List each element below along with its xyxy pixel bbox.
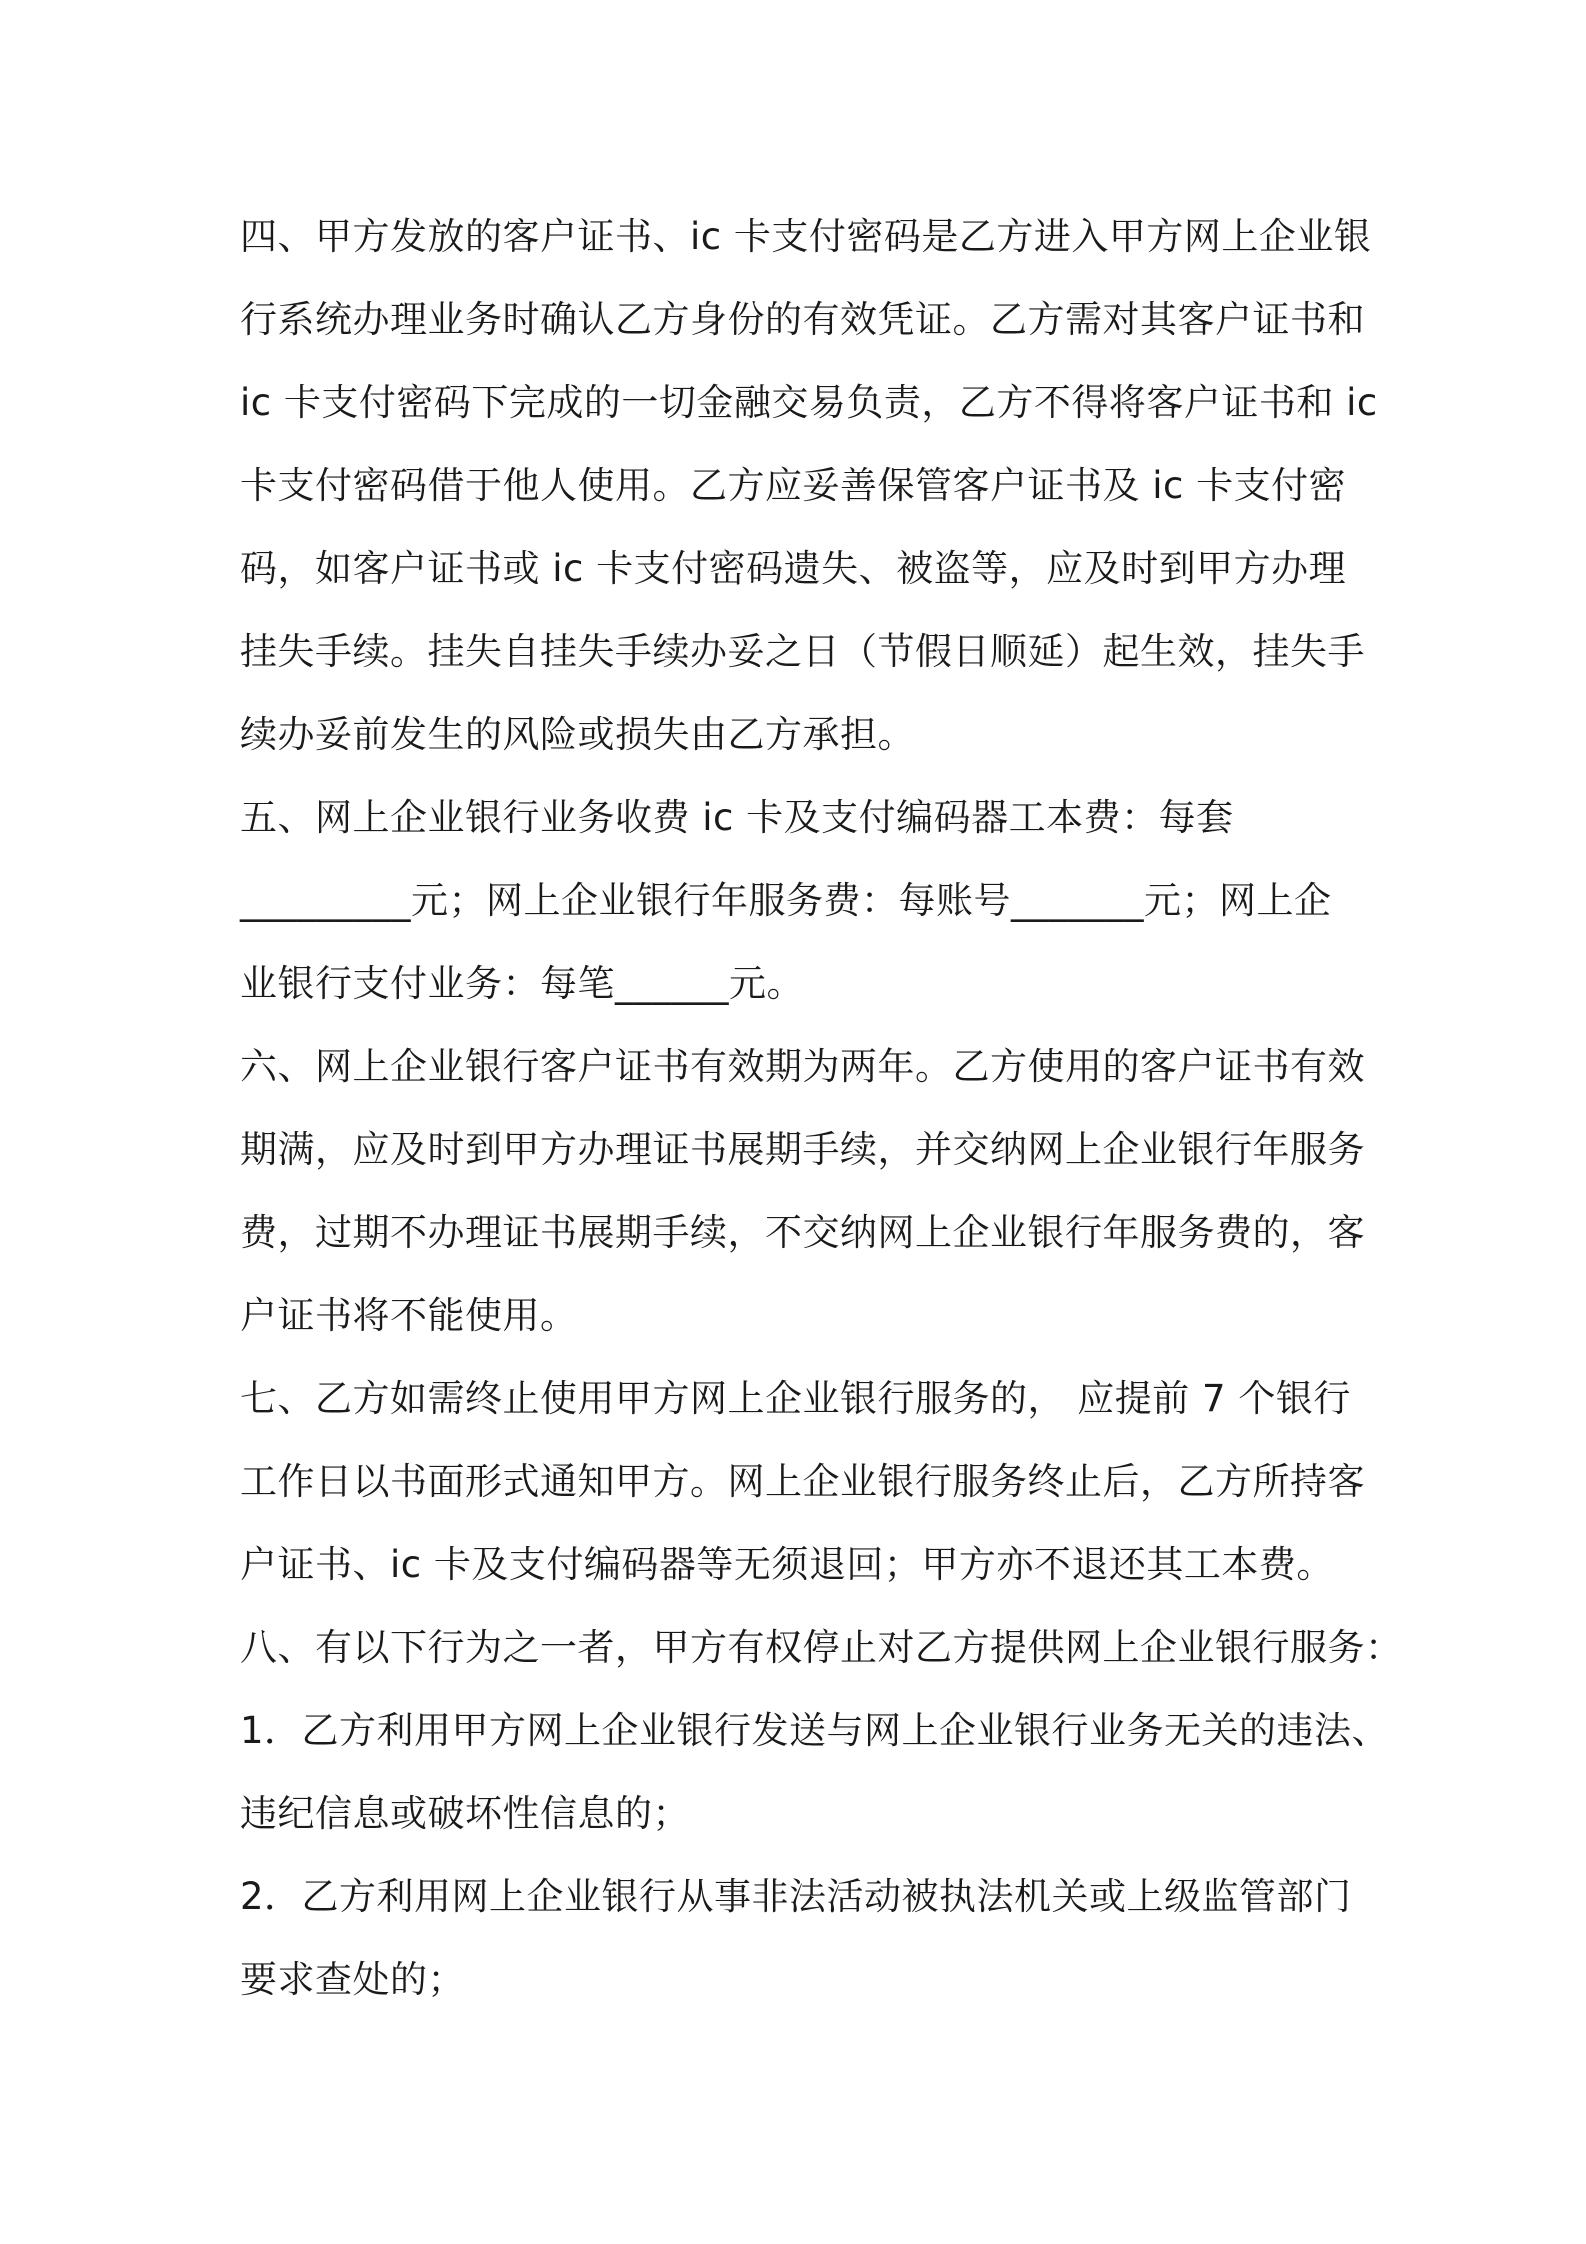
- text-line: 2．乙方利用网上企业银行从事非法活动被执法机关或上级监管部门: [240, 1875, 1352, 1918]
- text-line: 户证书将不能使用。: [240, 1294, 578, 1337]
- text-line: 码，如客户证书或 ic 卡支付密码遗失、被盗等，应及时到甲方办理: [240, 547, 1347, 590]
- clause-6: [240, 1025, 1380, 1357]
- text-line: 六、网上企业银行客户证书有效期为两年。乙方使用的客户证书有效: [240, 1045, 1365, 1088]
- clause-5: [240, 776, 1380, 1025]
- text-line: 挂失手续。挂失自挂失手续办妥之日（节假日顺延）起生效，挂失手: [240, 630, 1365, 673]
- document-body: [240, 195, 1403, 2021]
- clause-4: [240, 195, 1380, 776]
- text-line: ic 卡支付密码下完成的一切金融交易负责，乙方不得将客户证书和 ic: [240, 381, 1378, 424]
- clause-8: [240, 1606, 1403, 1689]
- clause-7: [240, 1357, 1380, 1606]
- text-line: 八、有以下行为之一者，甲方有权停止对乙方提供网上企业银行服务：: [240, 1626, 1403, 1669]
- text-line: 业银行支付业务：每笔______元。: [240, 962, 804, 1005]
- text-line: 户证书、ic 卡及支付编码器等无须退回；甲方亦不退还其工本费。: [240, 1543, 1334, 1586]
- text-line: 违纪信息或破坏性信息的；: [240, 1792, 690, 1835]
- text-line: _________元；网上企业银行年服务费：每账号_______元；网上企: [240, 879, 1332, 922]
- clause-8-item-1: [240, 1689, 1390, 1855]
- text-line: 费，过期不办理证书展期手续，不交纳网上企业银行年服务费的，客: [240, 1211, 1365, 1254]
- text-line: 四、甲方发放的客户证书、ic 卡支付密码是乙方进入甲方网上企业银: [240, 215, 1372, 258]
- text-line: 五、网上企业银行业务收费 ic 卡及支付编码器工本费：每套: [240, 796, 1234, 839]
- text-line: 1．乙方利用甲方网上企业银行发送与网上企业银行业务无关的违法、: [240, 1709, 1390, 1752]
- text-line: 要求查处的；: [240, 1958, 465, 2001]
- clause-8-item-2: [240, 1855, 1380, 2021]
- text-line: 续办妥前发生的风险或损失由乙方承担。: [240, 713, 915, 756]
- text-line: 期满，应及时到甲方办理证书展期手续，并交纳网上企业银行年服务: [240, 1128, 1365, 1171]
- text-line: 工作日以书面形式通知甲方。网上企业银行服务终止后，乙方所持客: [240, 1460, 1365, 1503]
- text-line: 卡支付密码借于他人使用。乙方应妥善保管客户证书及 ic 卡支付密: [240, 464, 1347, 507]
- text-line: 七、乙方如需终止使用甲方网上企业银行服务的， 应提前 7 个银行: [240, 1377, 1351, 1420]
- text-line: 行系统办理业务时确认乙方身份的有效凭证。乙方需对其客户证书和: [240, 298, 1365, 341]
